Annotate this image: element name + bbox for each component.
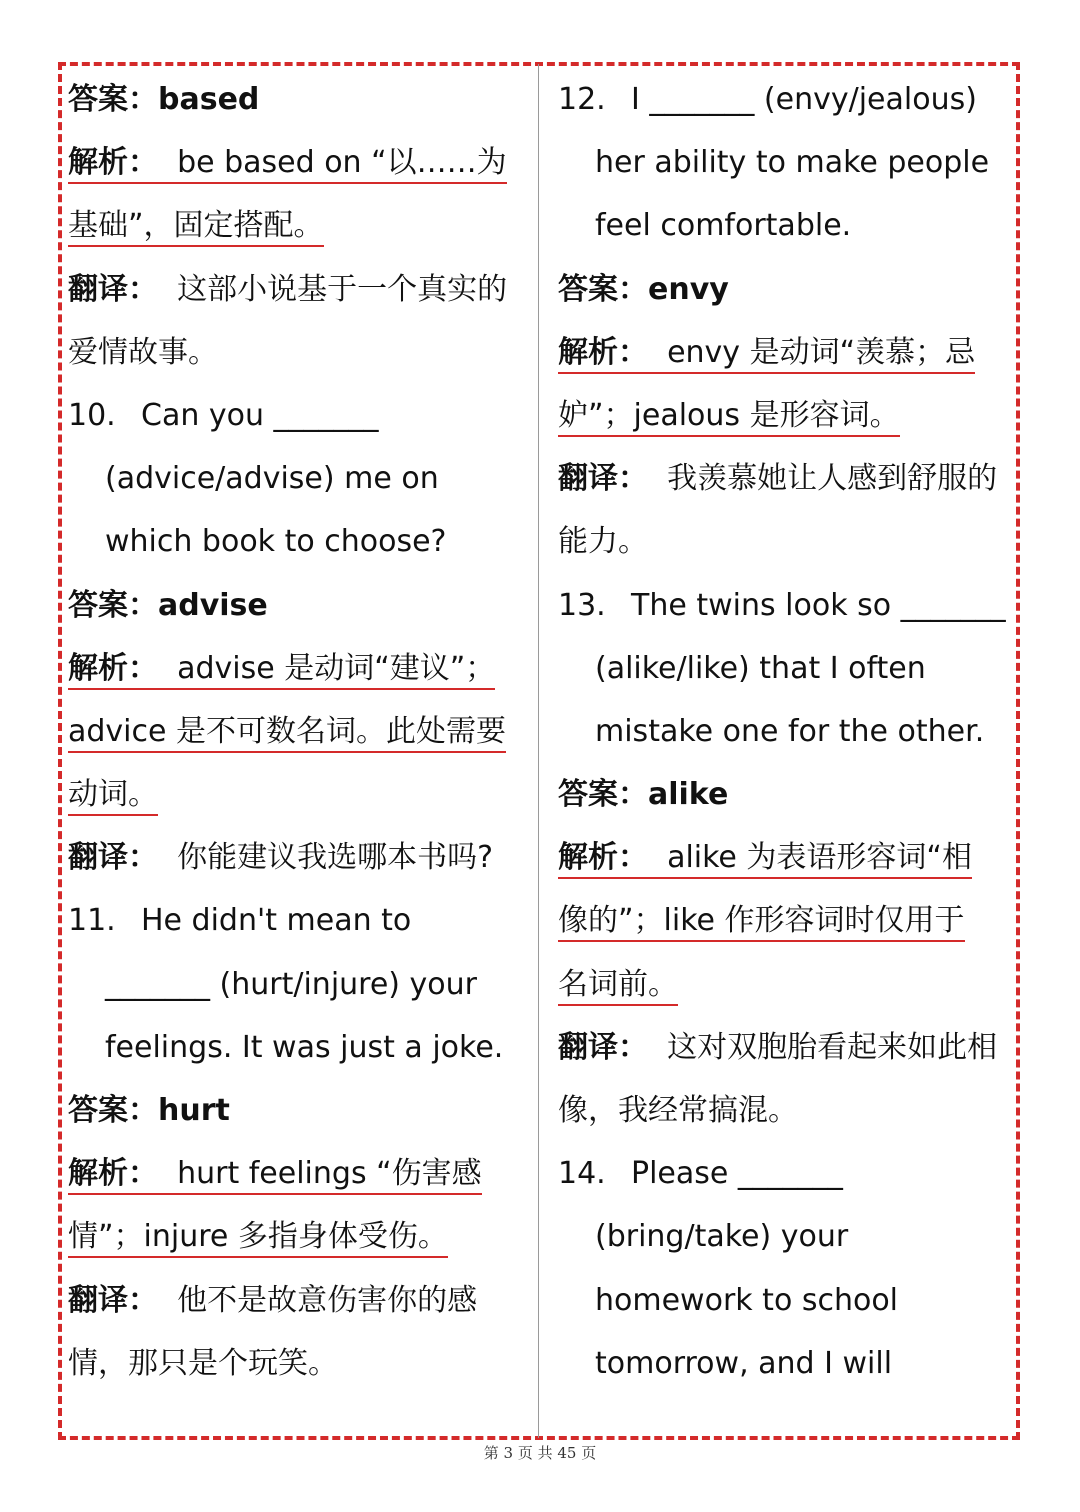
question-line: [558, 700, 1013, 763]
translation-line: [68, 321, 528, 384]
translation-text: 你能建议我选哪本书吗?: [177, 840, 494, 876]
translation-label: 翻译：: [68, 840, 158, 876]
analysis-label: 解析：: [558, 334, 648, 370]
analysis-text: alike 为表语形容词“相: [667, 840, 972, 876]
question-line: [68, 889, 528, 952]
analysis-line: [68, 1205, 528, 1268]
right-column: [558, 68, 1013, 1395]
translation-line: [558, 1016, 1013, 1079]
answer-value: advise: [158, 587, 268, 623]
question-line: [68, 447, 528, 510]
translation-label: 翻译：: [68, 271, 158, 307]
analysis-text: envy 是动词“羡慕；忌: [667, 334, 976, 370]
question-line: [558, 637, 1013, 700]
question-text: (alike/like) that I often: [595, 650, 926, 686]
question-text: The twins look so _______: [631, 587, 1006, 623]
question-text: I _______ (envy/jealous): [631, 82, 977, 117]
translation-text: 情，那只是个玩笑。: [68, 1345, 338, 1381]
question-text: which book to choose?: [105, 524, 447, 560]
question-line: [558, 1142, 1013, 1205]
question-line: [558, 1332, 1013, 1395]
analysis-text: 情”；injure 多指身体受伤。: [68, 1219, 448, 1258]
analysis-text: 基础”，固定搭配。: [68, 208, 324, 247]
question-text: her ability to make people: [595, 145, 990, 181]
answer-line: [558, 763, 1013, 826]
analysis-label: 解析：: [68, 145, 158, 181]
answer-value: hurt: [158, 1093, 230, 1128]
answer-line: [68, 574, 528, 637]
translation-text: 这对双胞胎看起来如此相: [667, 1029, 998, 1065]
analysis-text: advise 是动词“建议”；: [177, 650, 496, 686]
analysis-line: [68, 700, 528, 763]
answer-line: [68, 68, 528, 131]
translation-label: 翻译：: [68, 1282, 158, 1318]
question-text: mistake one for the other.: [595, 713, 985, 749]
answer-line: [68, 1079, 528, 1142]
translation-text: 爱情故事。: [68, 334, 218, 370]
question-text: feelings. It was just a joke.: [105, 1029, 504, 1065]
question-number: 13.: [558, 587, 606, 623]
question-text: homework to school: [595, 1282, 899, 1318]
question-text: Can you _______: [141, 397, 379, 433]
column-divider: [538, 64, 539, 1438]
question-text: tomorrow, and I will: [595, 1345, 893, 1381]
analysis-line: [68, 637, 528, 700]
question-text: Please _______: [631, 1156, 843, 1192]
question-line: [68, 1016, 528, 1079]
analysis-text: be based on “以……为: [177, 145, 507, 181]
question-line: [558, 131, 1013, 194]
question-number: 10.: [68, 397, 116, 433]
analysis-label: 解析：: [558, 840, 648, 876]
analysis-line: [558, 321, 1013, 384]
analysis-line: [558, 889, 1013, 952]
analysis-label: 解析：: [68, 1156, 158, 1192]
question-text: (advice/advise) me on: [105, 461, 439, 497]
analysis-line: [68, 763, 528, 826]
question-text: He didn't mean to: [141, 903, 412, 939]
analysis-line: [68, 194, 528, 257]
translation-line: [68, 1332, 528, 1395]
analysis-text: hurt feelings “伤害感: [177, 1156, 482, 1192]
translation-line: [558, 1079, 1013, 1142]
question-text: _______ (hurt/injure) your: [105, 966, 477, 1002]
analysis-line: [68, 131, 528, 194]
answer-value: alike: [648, 777, 729, 813]
answer-line: [558, 258, 1013, 321]
translation-text: 能力。: [558, 524, 648, 560]
question-number: 12.: [558, 82, 606, 117]
question-text: feel comfortable.: [595, 208, 852, 244]
analysis-text: advice 是不可数名词。此处需要: [68, 714, 506, 753]
answer-label: 答案：: [68, 1093, 158, 1128]
analysis-line: [558, 826, 1013, 889]
analysis-label: 解析：: [68, 650, 158, 686]
question-line: [558, 1269, 1013, 1332]
question-line: [558, 574, 1013, 637]
analysis-line: [68, 1142, 528, 1205]
answer-value: based: [158, 82, 260, 117]
question-text: (bring/take) your: [595, 1219, 849, 1255]
question-number: 14.: [558, 1156, 606, 1192]
answer-label: 答案：: [68, 82, 158, 117]
analysis-line: [558, 384, 1013, 447]
analysis-text: 像的”；like 作形容词时仅用于: [558, 903, 965, 942]
translation-text: 像，我经常搞混。: [558, 1093, 798, 1128]
analysis-text: 动词。: [68, 777, 158, 816]
page-number-footer: 第 3 页 共 45 页: [483, 1444, 597, 1462]
translation-line: [558, 510, 1013, 573]
translation-line: [68, 258, 528, 321]
translation-text: 我羡慕她让人感到舒服的: [667, 461, 998, 497]
translation-line: [558, 447, 1013, 510]
question-line: [68, 384, 528, 447]
answer-label: 答案：: [68, 587, 158, 623]
question-number: 11.: [68, 903, 116, 939]
question-line: [68, 953, 528, 1016]
translation-text: 他不是故意伤害你的感: [177, 1282, 478, 1318]
translation-line: [68, 1269, 528, 1332]
analysis-text: 名词前。: [558, 967, 678, 1006]
question-line: [558, 1205, 1013, 1268]
answer-label: 答案：: [558, 777, 648, 813]
question-line: [558, 68, 1013, 131]
analysis-line: [558, 953, 1013, 1016]
question-line: [68, 510, 528, 573]
left-column: [68, 68, 528, 1395]
translation-label: 翻译：: [558, 461, 648, 497]
translation-line: [68, 826, 528, 889]
analysis-text: 妒”；jealous 是形容词。: [558, 398, 900, 437]
answer-label: 答案：: [558, 271, 648, 307]
translation-label: 翻译：: [558, 1029, 648, 1065]
translation-text: 这部小说基于一个真实的: [177, 271, 508, 307]
answer-value: envy: [648, 271, 729, 307]
question-line: [558, 194, 1013, 257]
